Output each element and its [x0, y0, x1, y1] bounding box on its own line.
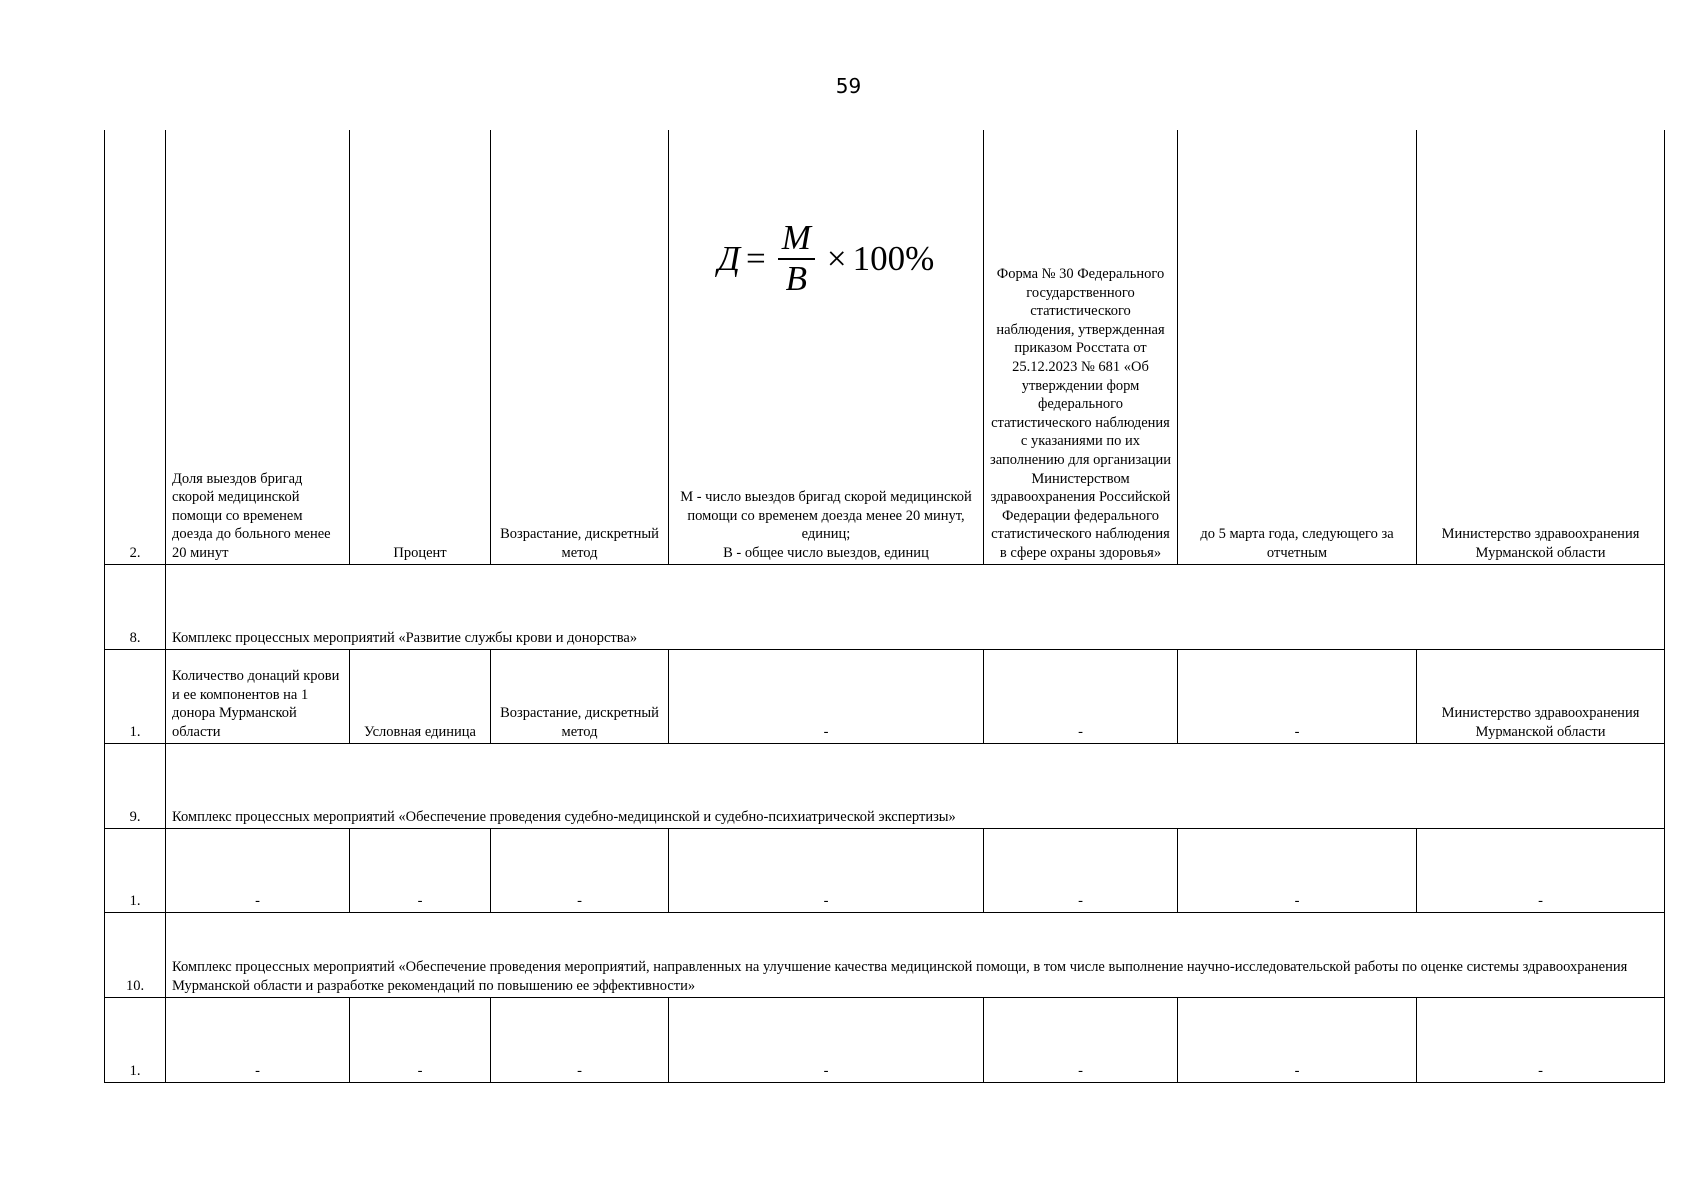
page-number: 59	[835, 74, 862, 98]
indicators-table	[104, 130, 1665, 1083]
formula-desc-b: В - общее число выездов, единиц	[723, 544, 929, 561]
formula-numerator: M	[778, 220, 815, 260]
section-title: Комплекс процессных мероприятий «Обеспечение проведения мероприятий, направленных на улучшение качества медицинской помощи, в том числе выполнение научно-исследовательской работы по оценке системы здравоохранения Мурманской области и разработке рекомендаций по повышению ее эффективности»	[166, 912, 1665, 997]
formula-times: ×	[826, 238, 847, 278]
deadline: -	[1178, 828, 1417, 912]
unit-of-measure: Условная единица	[350, 649, 491, 743]
section-number: 8.	[105, 564, 166, 649]
section-title: Комплекс процессных мероприятий «Развитие службы крови и донорства»	[166, 564, 1665, 649]
indicator-name: Доля выездов бригад скорой медицинской помощи со временем доезда до больного менее 20 минут	[166, 130, 350, 564]
indicator-name: -	[166, 828, 350, 912]
formula	[669, 220, 983, 298]
formula-cell: -	[669, 997, 984, 1082]
data-source: Форма № 30 Федерального государственного статистического наблюдения, утвержденная приказом Росстата от 25.12.2023 № 681 «Об утверждении форм федерального статистического наблюдения с указаниями по их заполнению для организации Министерством здравоохранения Российской Федерации федерального статистического наблюдения в сфере охраны здоровья»	[984, 130, 1178, 564]
formula-cell: -	[669, 649, 984, 743]
responsible: Министерство здравоохранения Мурманской области	[1417, 649, 1665, 743]
formula-denominator: B	[785, 259, 807, 298]
row-number: 1.	[105, 649, 166, 743]
deadline: -	[1178, 649, 1417, 743]
section-title: Комплекс процессных мероприятий «Обеспечение проведения судебно-медицинской и судебно-психиатрической экспертизы»	[166, 743, 1665, 828]
formula-equals: =	[745, 238, 766, 278]
section-number: 10.	[105, 912, 166, 997]
table-row	[105, 828, 1665, 912]
calculation-method: -	[491, 997, 669, 1082]
formula-fraction	[778, 220, 815, 298]
section-row	[105, 912, 1665, 997]
formula-left: Д	[717, 238, 740, 278]
formula-cell	[669, 130, 984, 564]
row-number: 1.	[105, 997, 166, 1082]
calculation-method: Возрастание, дискретный метод	[491, 130, 669, 564]
calculation-method: -	[491, 828, 669, 912]
data-source: -	[984, 997, 1178, 1082]
indicator-name: Количество донаций крови и ее компонентов на 1 донора Мурманской области	[166, 649, 350, 743]
responsible: -	[1417, 997, 1665, 1082]
deadline: -	[1178, 997, 1417, 1082]
table-row	[105, 649, 1665, 743]
data-source: -	[984, 649, 1178, 743]
table-row	[105, 997, 1665, 1082]
responsible: -	[1417, 828, 1665, 912]
formula-cell: -	[669, 828, 984, 912]
calculation-method: Возрастание, дискретный метод	[491, 649, 669, 743]
deadline: до 5 марта года, следующего за отчетным	[1178, 130, 1417, 564]
row-number: 1.	[105, 828, 166, 912]
row-number: 2.	[105, 130, 166, 564]
table-row	[105, 130, 1665, 564]
section-number: 9.	[105, 743, 166, 828]
unit-of-measure: -	[350, 828, 491, 912]
section-row	[105, 743, 1665, 828]
data-source: -	[984, 828, 1178, 912]
responsible: Министерство здравоохранения Мурманской области	[1417, 130, 1665, 564]
unit-of-measure: Процент	[350, 130, 491, 564]
formula-desc-m: М - число выездов бригад скорой медицинской помощи со временем доезда менее 20 минут, единиц;	[680, 489, 972, 543]
unit-of-measure: -	[350, 997, 491, 1082]
indicator-name: -	[166, 997, 350, 1082]
section-row	[105, 564, 1665, 649]
formula-rest: 100%	[852, 238, 935, 278]
